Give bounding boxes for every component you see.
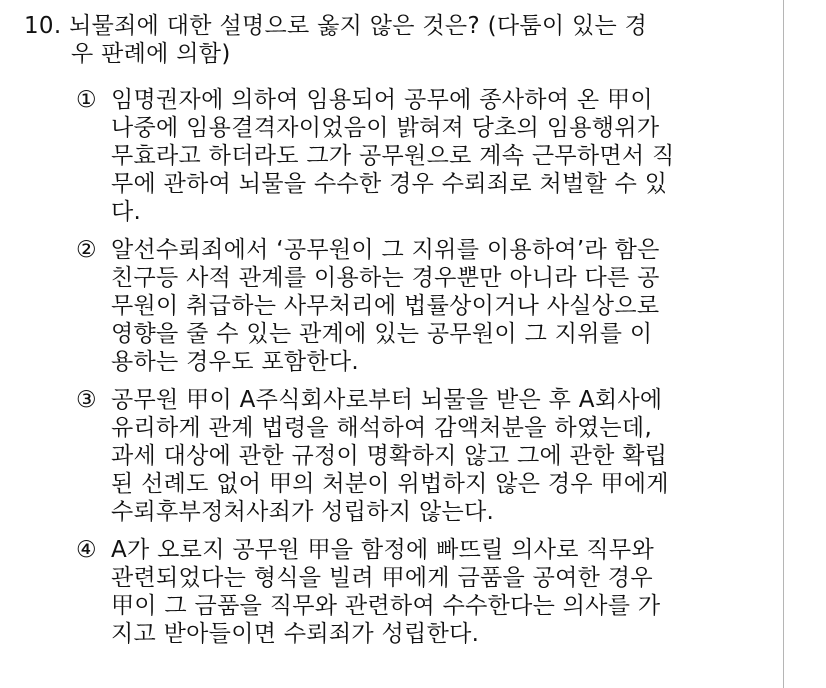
option-line: 무에 관하여 뇌물을 수수한 경우 수뢰죄로 처벌할 수 있 (111, 171, 668, 197)
option-line: 친구등 사적 관계를 이용하는 경우뿐만 아니라 다른 공 (111, 265, 660, 291)
option-line: 유리하게 관계 법령을 해석하여 감액처분을 하였는데, (111, 415, 653, 441)
option-1-marker: ① (76, 87, 97, 113)
question-line-2: 우 판례에 의함) (71, 41, 231, 67)
option-line: 알선수뢰죄에서 ‘공무원이 그 지위를 이용하여’라 함은 (111, 237, 660, 263)
option-4 (76, 536, 776, 648)
question-text: 뇌물죄에 대한 설명으로 옳지 않은 것은? (다툼이 있는 경 (69, 13, 648, 39)
question-number: 10. (24, 13, 62, 39)
option-2-marker: ② (76, 237, 97, 263)
option-3 (76, 386, 776, 526)
option-2 (76, 236, 776, 376)
option-line: 용하는 경우도 포함한다. (111, 349, 360, 375)
option-line: 과세 대상에 관한 규정이 명확하지 않고 그에 관한 확립 (111, 443, 668, 469)
option-line: 무원이 취급하는 사무처리에 법률상이거나 사실상으로 (111, 293, 660, 319)
option-line: 지고 받아들이면 수뢰죄가 성립한다. (111, 621, 480, 647)
option-line: 공무원 甲이 A주식회사로부터 뇌물을 받은 후 A회사에 (111, 387, 663, 413)
option-line: 관련되었다는 형식을 빌려 甲에게 금품을 공여한 경우 (111, 565, 653, 591)
question-line-1 (24, 12, 764, 40)
option-4-marker: ④ (76, 537, 97, 563)
option-line: A가 오로지 공무원 甲을 함정에 빠뜨릴 의사로 직무와 (111, 537, 654, 563)
question-stem (24, 12, 764, 68)
option-line: 나중에 임용결격자이었음이 밝혀져 당초의 임용행위가 (111, 115, 660, 141)
answer-options (76, 86, 776, 658)
option-line: 영향을 줄 수 있는 관계에 있는 공무원이 그 지위를 이 (111, 321, 653, 347)
option-line: 된 선례도 없어 甲의 처분이 위법하지 않은 경우 甲에게 (111, 471, 669, 497)
option-1 (76, 86, 776, 226)
option-3-marker: ③ (76, 387, 97, 413)
option-line: 甲이 그 금품을 직무와 관련하여 수수한다는 의사를 가 (111, 593, 661, 619)
option-line: 임명권자에 의하여 임용되어 공무에 종사하여 온 甲이 (111, 87, 653, 113)
option-line: 다. (111, 199, 142, 225)
option-line: 수뢰후부정처사죄가 성립하지 않는다. (111, 499, 495, 525)
option-line: 무효라고 하더라도 그가 공무원으로 계속 근무하면서 직 (111, 143, 675, 169)
column-divider (783, 0, 784, 688)
